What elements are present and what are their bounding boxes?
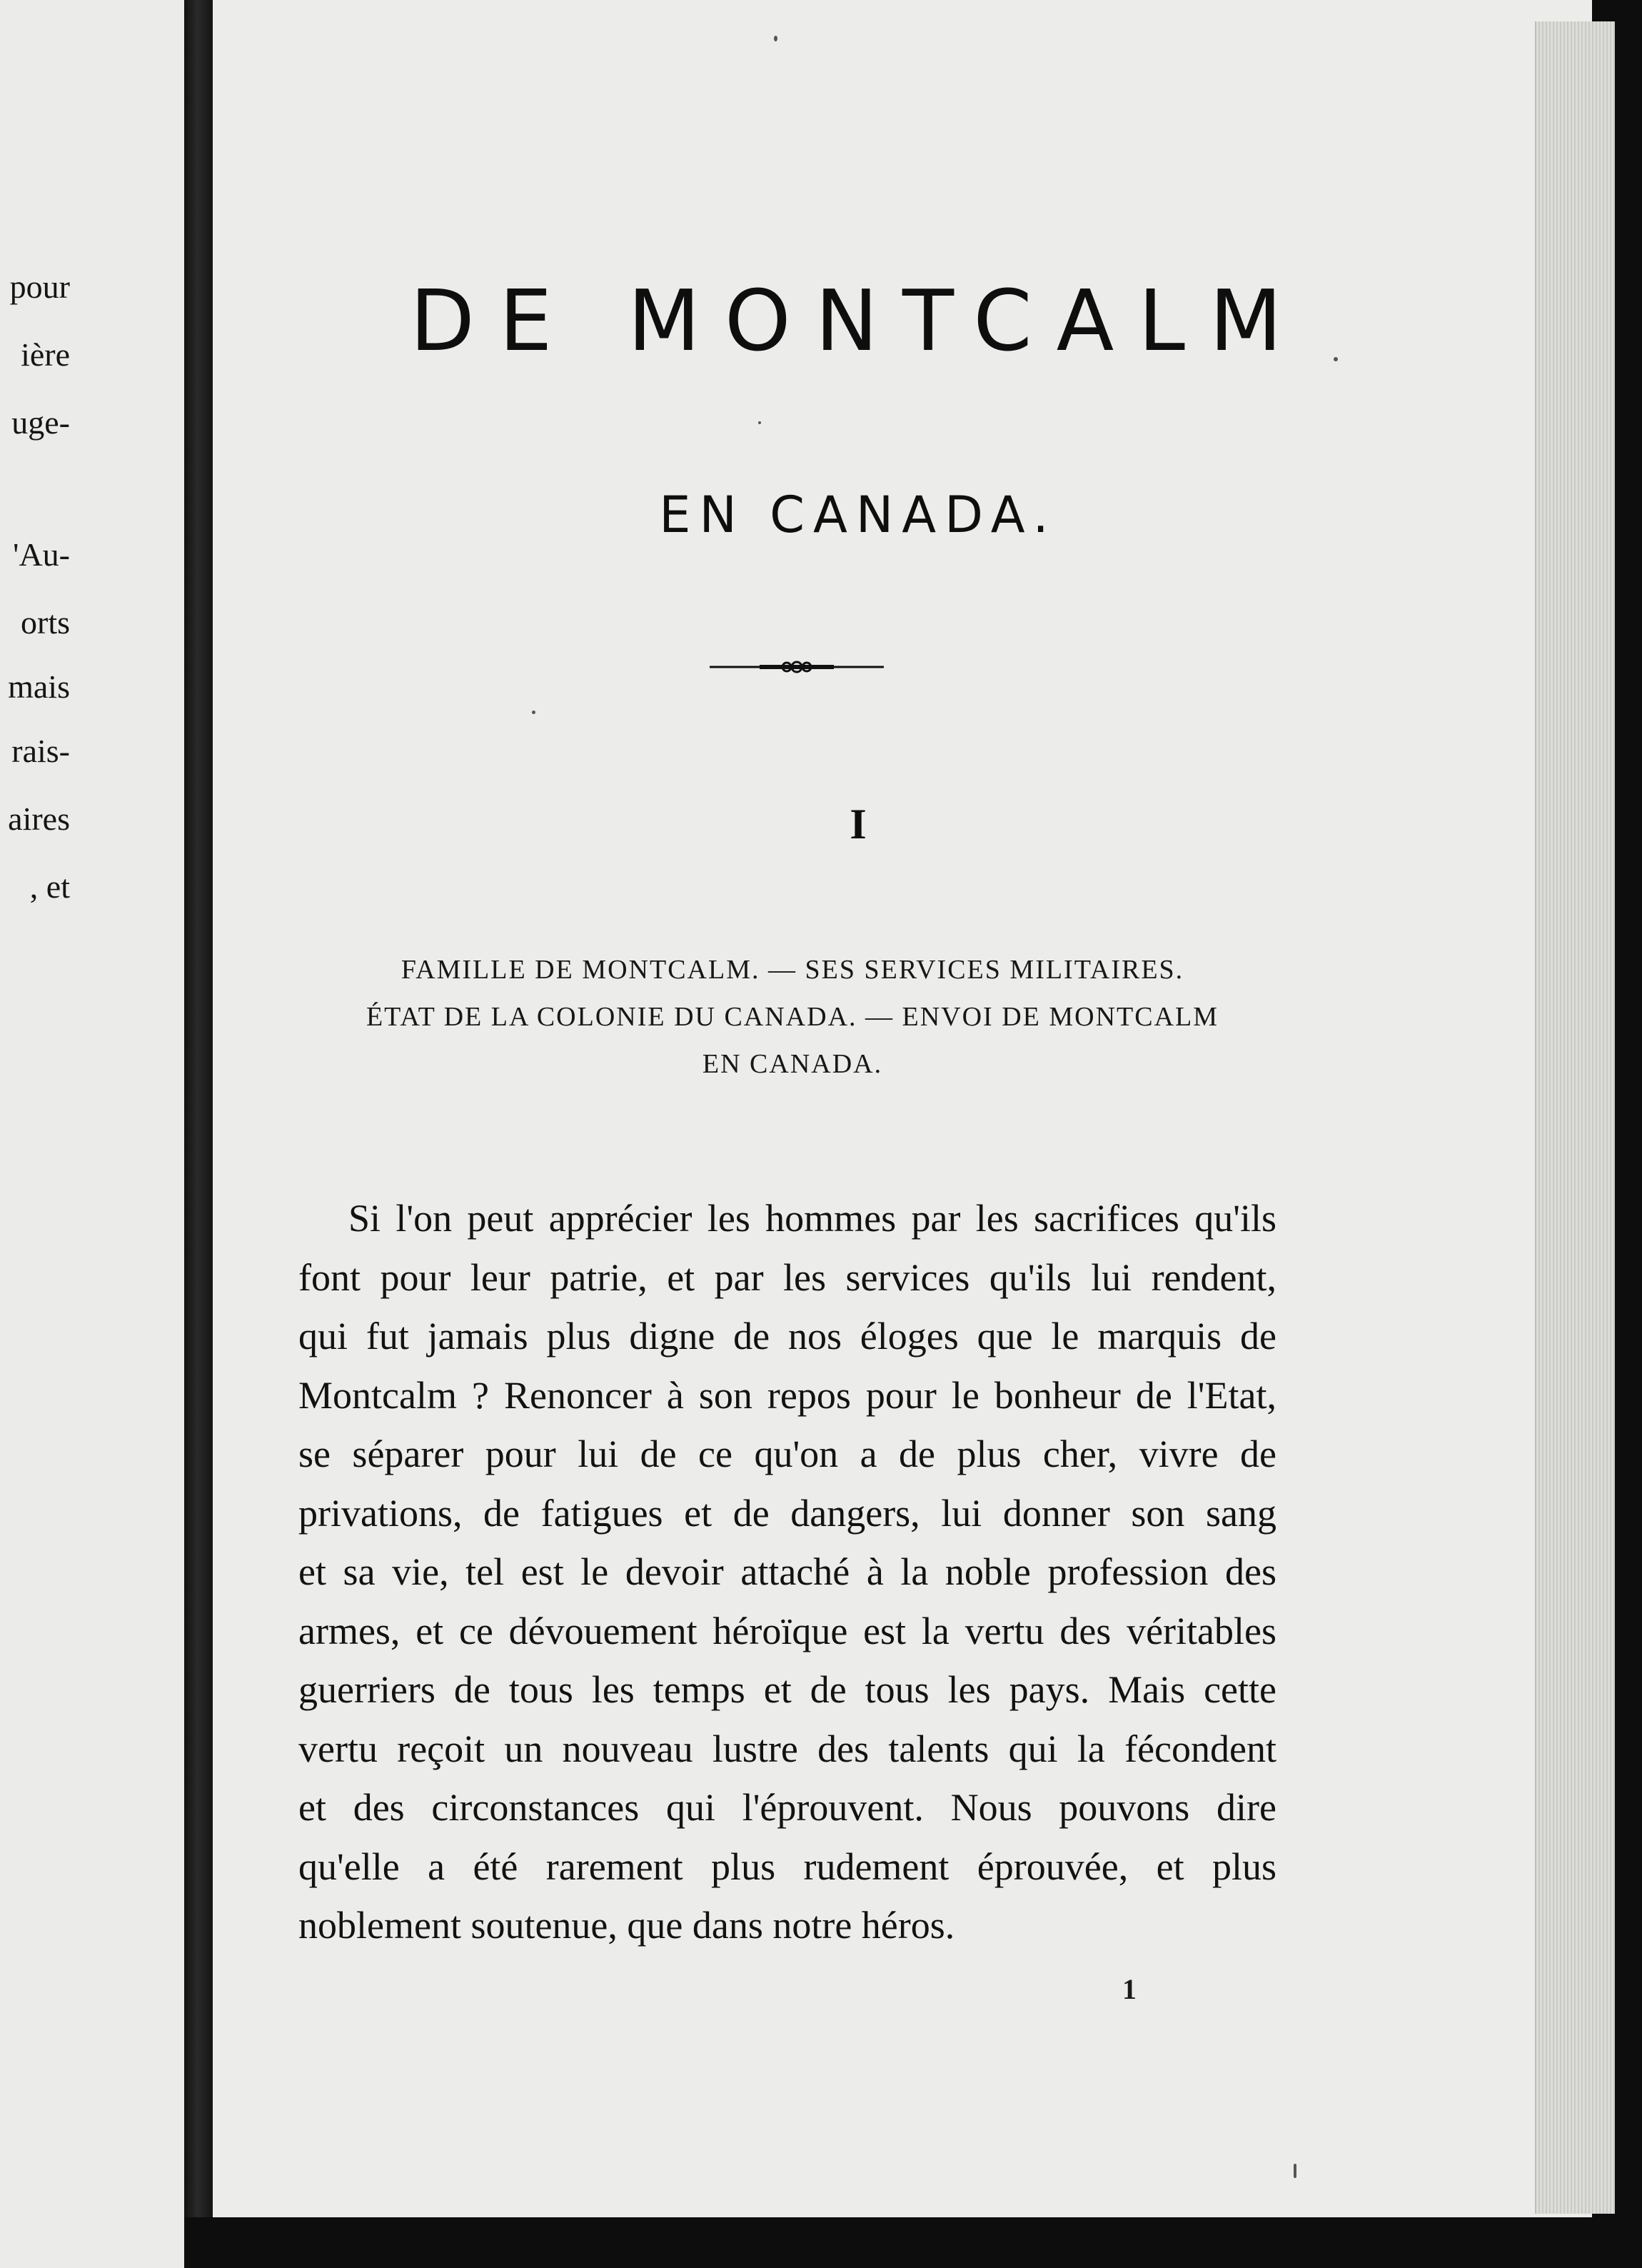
body-line: guerriers de tous les temps et de tous les pays. Mais cette xyxy=(298,1668,1276,1711)
body-line: vertu reçoit un nouveau lustre des talents qui la fécondent xyxy=(298,1727,1276,1770)
book-gutter xyxy=(184,0,213,2268)
text-fragment: rais- xyxy=(11,733,70,769)
decorative-rule-ornament-icon xyxy=(710,657,884,677)
body-line: Si l'on peut apprécier les hommes par les sacrifices qu'ils xyxy=(348,1197,1276,1240)
body-paragraph xyxy=(298,1189,1276,1955)
body-line: noblement soutenue, que dans notre héros. xyxy=(298,1904,955,1947)
body-line: Montcalm ? Renoncer à son repos pour le bonheur de l'Etat, xyxy=(298,1373,1276,1417)
text-fragment: , et xyxy=(29,868,70,905)
chapter-number: I xyxy=(850,801,867,848)
summary-line: ÉTAT DE LA COLONIE DU CANADA. — ENVOI DE MONTCALM xyxy=(366,1002,1219,1032)
bottom-shadow xyxy=(184,2217,1642,2268)
body-line: et des circonstances qui l'éprouvent. Nous pouvons dire xyxy=(298,1786,1276,1829)
print-speck xyxy=(774,36,777,41)
page-subtitle: EN CANADA. xyxy=(659,486,1057,544)
body-line: se séparer pour lui de ce qu'on a de plus cher, vivre de xyxy=(298,1432,1276,1475)
text-fragment: uge- xyxy=(11,404,70,441)
page-number: 1 xyxy=(1122,1973,1137,2005)
page-edges xyxy=(1535,21,1615,2214)
body-line: font pour leur patrie, et par les services qu'ils lui rendent, xyxy=(298,1255,1276,1299)
text-fragment: 'Au- xyxy=(13,536,70,573)
print-speck xyxy=(532,711,535,714)
body-line: armes, et ce dévouement héroïque est la vertu des véritables xyxy=(298,1609,1276,1652)
text-fragment: ière xyxy=(21,336,70,373)
body-line: et sa vie, tel est le devoir attaché à la noble profession des xyxy=(298,1550,1276,1593)
summary-line: FAMILLE DE MONTCALM. — SES SERVICES MILITAIRES. xyxy=(401,955,1184,985)
body-line: qu'elle a été rarement plus rudement éprouvée, et plus xyxy=(298,1845,1276,1888)
previous-page xyxy=(0,0,184,2268)
body-line: qui fut jamais plus digne de nos éloges que le marquis de xyxy=(298,1315,1276,1358)
text-fragment: aires xyxy=(8,801,70,837)
summary-line: EN CANADA. xyxy=(702,1049,883,1079)
page-title: DE MONTCALM xyxy=(410,271,1306,370)
text-fragment: mais xyxy=(8,668,70,705)
chapter-summary xyxy=(300,946,1285,1088)
body-line: privations, de fatigues et de dangers, lui donner son sang xyxy=(298,1491,1276,1535)
print-speck xyxy=(1294,2164,1296,2178)
print-speck xyxy=(758,421,761,424)
text-fragment: pour xyxy=(9,269,70,305)
print-speck xyxy=(1334,357,1338,361)
text-fragment: orts xyxy=(21,604,70,641)
